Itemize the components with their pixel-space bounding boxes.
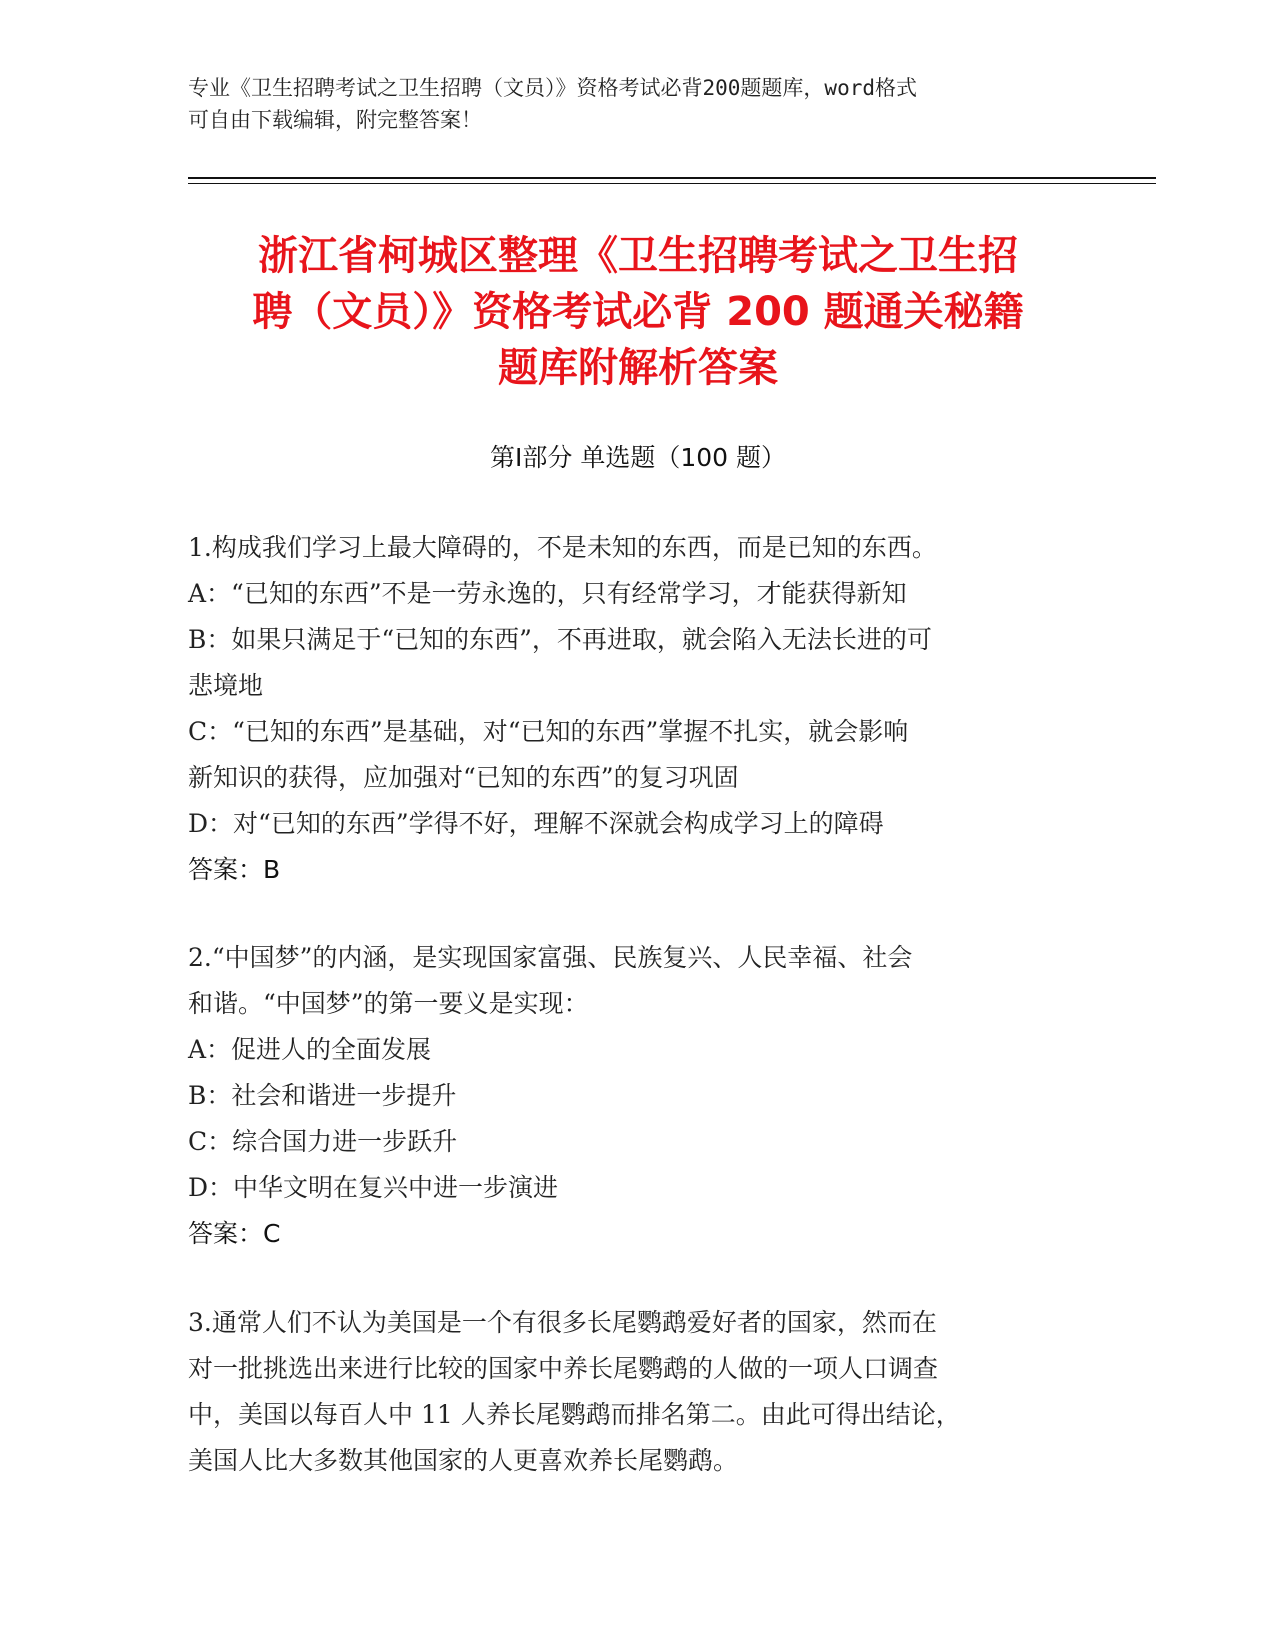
header-divider-thin — [188, 183, 1156, 184]
question-block — [188, 935, 1088, 1257]
question-block — [188, 525, 1088, 893]
option-c-continued: 新知识的获得，应加强对“已知的东西”的复习巩固 — [188, 763, 739, 792]
answer-label: 答案：C — [188, 1219, 281, 1248]
question-stem: 2.“中国梦”的内涵，是实现国家富强、民族复兴、人民幸福、社会 — [188, 943, 913, 972]
question-stem-continued: 美国人比大多数其他国家的人更喜欢养长尾鹦鹉。 — [188, 1446, 739, 1475]
answer-label: 答案：B — [188, 855, 281, 884]
option-b: B：社会和谐进一步提升 — [188, 1081, 457, 1110]
question-stem: 3.通常人们不认为美国是一个有很多长尾鹦鹉爱好者的国家，然而在 — [188, 1308, 937, 1337]
option-d: D：对“已知的东西”学得不好，理解不深就会构成学习上的障碍 — [188, 809, 884, 838]
option-a: A：促进人的全面发展 — [188, 1035, 432, 1064]
option-b: B：如果只满足于“已知的东西”，不再进取，就会陷入无法长进的可 — [188, 625, 932, 654]
header-note-line: 可自由下载编辑，附完整答案！ — [188, 108, 482, 132]
section-heading: 第Ⅰ部分 单选题（100 题） — [490, 443, 786, 472]
question-stem-continued: 和谐。“中国梦”的第一要义是实现： — [188, 989, 589, 1018]
question-stem-continued: 中，美国以每百人中 11 人养长尾鹦鹉而排名第二。由此可得出结论， — [188, 1400, 961, 1429]
title-line: 题库附解析答案 — [498, 345, 778, 391]
option-c: C：综合国力进一步跃升 — [188, 1127, 458, 1156]
document-title — [188, 228, 1088, 396]
header-note — [188, 72, 1068, 136]
question-stem: 1.构成我们学习上最大障碍的，不是未知的东西，而是已知的东西。 — [188, 533, 937, 562]
option-a: A：“已知的东西”不是一劳永逸的，只有经常学习，才能获得新知 — [188, 579, 907, 608]
header-note-line: 专业《卫生招聘考试之卫生招聘（文员）》资格考试必背200题题库，word格式 — [188, 76, 917, 100]
option-d: D：中华文明在复兴中进一步演进 — [188, 1173, 559, 1202]
question-block — [188, 1300, 1088, 1484]
question-stem-continued: 对一批挑选出来进行比较的国家中养长尾鹦鹉的人做的一项人口调查 — [188, 1354, 939, 1383]
title-line: 浙江省柯城区整理《卫生招聘考试之卫生招 — [258, 233, 1018, 279]
option-c: C：“已知的东西”是基础，对“已知的东西”掌握不扎实，就会影响 — [188, 717, 909, 746]
header-divider — [188, 177, 1156, 179]
title-line: 聘（文员）》资格考试必背 200 题通关秘籍 — [252, 289, 1024, 335]
option-b-continued: 悲境地 — [188, 671, 264, 700]
